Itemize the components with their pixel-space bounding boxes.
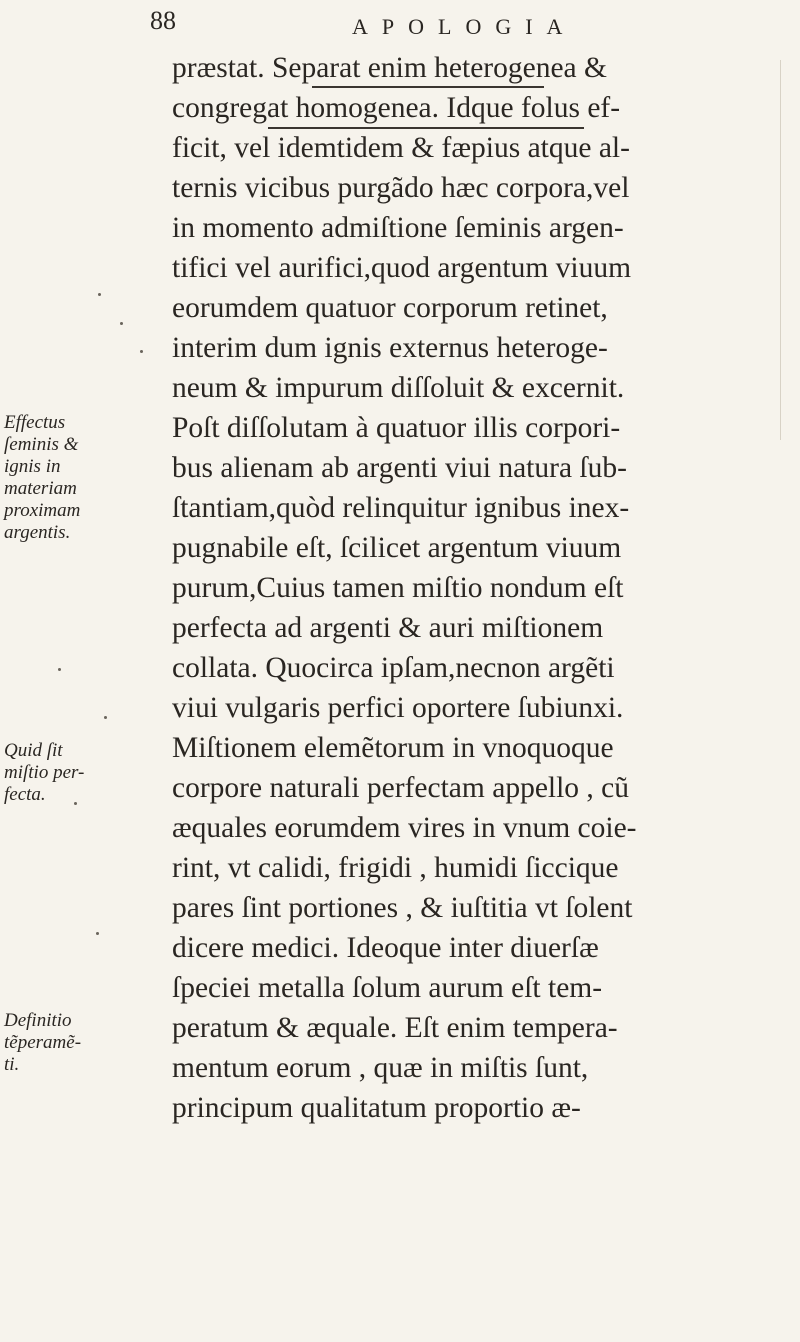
- ink-speck: [120, 322, 123, 325]
- margin-note-definitio: [4, 1010, 164, 1076]
- text-line: pugnabile eſt, ſcilicet argentum viuum: [172, 532, 622, 564]
- text-line: pares ſint portiones , & iuſtitia vt ſolent: [172, 892, 633, 924]
- text-line: æquales eorumdem vires in vnum coie-: [172, 812, 637, 844]
- margin-note-line: Effectus: [4, 412, 66, 433]
- margin-note-line: argentis.: [4, 522, 71, 543]
- text-line: congregat homogenea. Idque folus ef-: [172, 92, 621, 124]
- page-header: [0, 6, 800, 42]
- margin-note-quid-sit: [4, 740, 164, 806]
- text-line: purum,Cuius tamen miſtio nondum eſt: [172, 572, 624, 604]
- running-head: APOLOGIA: [352, 14, 577, 39]
- text-line: ternis vicibus purgãdo hæc corpora,vel: [172, 172, 630, 204]
- margin-note-line: ſeminis &: [4, 434, 79, 455]
- text-line: interim dum ignis externus heteroge-: [172, 332, 608, 364]
- margin-note-line: ti.: [4, 1054, 20, 1075]
- ink-speck: [74, 802, 77, 805]
- underline-mark: [268, 127, 584, 129]
- text-line: in momento admiſtione ſeminis argen-: [172, 212, 624, 244]
- margin-note-line: materiam: [4, 478, 77, 499]
- text-line: corpore naturali perfectam appello , cũ: [172, 772, 630, 804]
- ink-speck: [96, 932, 99, 935]
- text-line: collata. Quocirca ipſam,necnon argẽti: [172, 652, 615, 684]
- text-line: perfecta ad argenti & auri miſtionem: [172, 612, 604, 644]
- text-line: mentum eorum , quæ in miſtis ſunt,: [172, 1052, 589, 1084]
- text-line: Miſtionem elemẽtorum in vnoquoque: [172, 732, 614, 764]
- text-line: rint, vt calidi, frigidi , humidi ſiccique: [172, 852, 619, 884]
- text-line: neum & impurum diſſoluit & excernit.: [172, 372, 625, 404]
- text-line: ficit, vel idemtidem & fæpius atque al-: [172, 132, 630, 164]
- margin-note-line: ignis in: [4, 456, 61, 477]
- ink-speck: [104, 716, 107, 719]
- text-line: præstat. Separat enim heterogenea &: [172, 52, 607, 84]
- text-line: dicere medici. Ideoque inter diuerſæ: [172, 932, 599, 964]
- text-line: peratum & æquale. Eſt enim tempera-: [172, 1012, 618, 1044]
- text-line: bus alienam ab argenti viui natura ſub-: [172, 452, 627, 484]
- text-line: viui vulgaris perfici oportere ſubiunxi.: [172, 692, 624, 724]
- underline-mark: [312, 86, 544, 88]
- ink-speck: [140, 350, 143, 353]
- margin-note-line: Definitio: [4, 1010, 72, 1031]
- margin-note-line: tẽperamẽ-: [4, 1032, 82, 1053]
- margin-note-line: proximam: [4, 500, 81, 521]
- text-line: ſtantiam,quòd relinquitur ignibus inex-: [172, 492, 630, 524]
- margin-note-line: Quid ſit: [4, 740, 63, 761]
- margin-note-line: fecta.: [4, 784, 46, 805]
- ink-speck: [58, 668, 61, 671]
- margin-note-line: miſtio per-: [4, 762, 85, 783]
- text-line: eorumdem quatuor corporum retinet,: [172, 292, 608, 324]
- text-line: tifici vel aurifici,quod argentum viuum: [172, 252, 632, 284]
- text-line: Poſt diſſolutam à quatuor illis corpori-: [172, 412, 621, 444]
- ink-speck: [98, 293, 101, 296]
- text-line: principum qualitatum proportio æ-: [172, 1092, 581, 1124]
- page-number: 88: [150, 6, 176, 35]
- page-edge-shadow: [780, 60, 781, 440]
- margin-note-effectus: [4, 412, 164, 544]
- text-line: ſpeciei metalla ſolum aurum eſt tem-: [172, 972, 603, 1004]
